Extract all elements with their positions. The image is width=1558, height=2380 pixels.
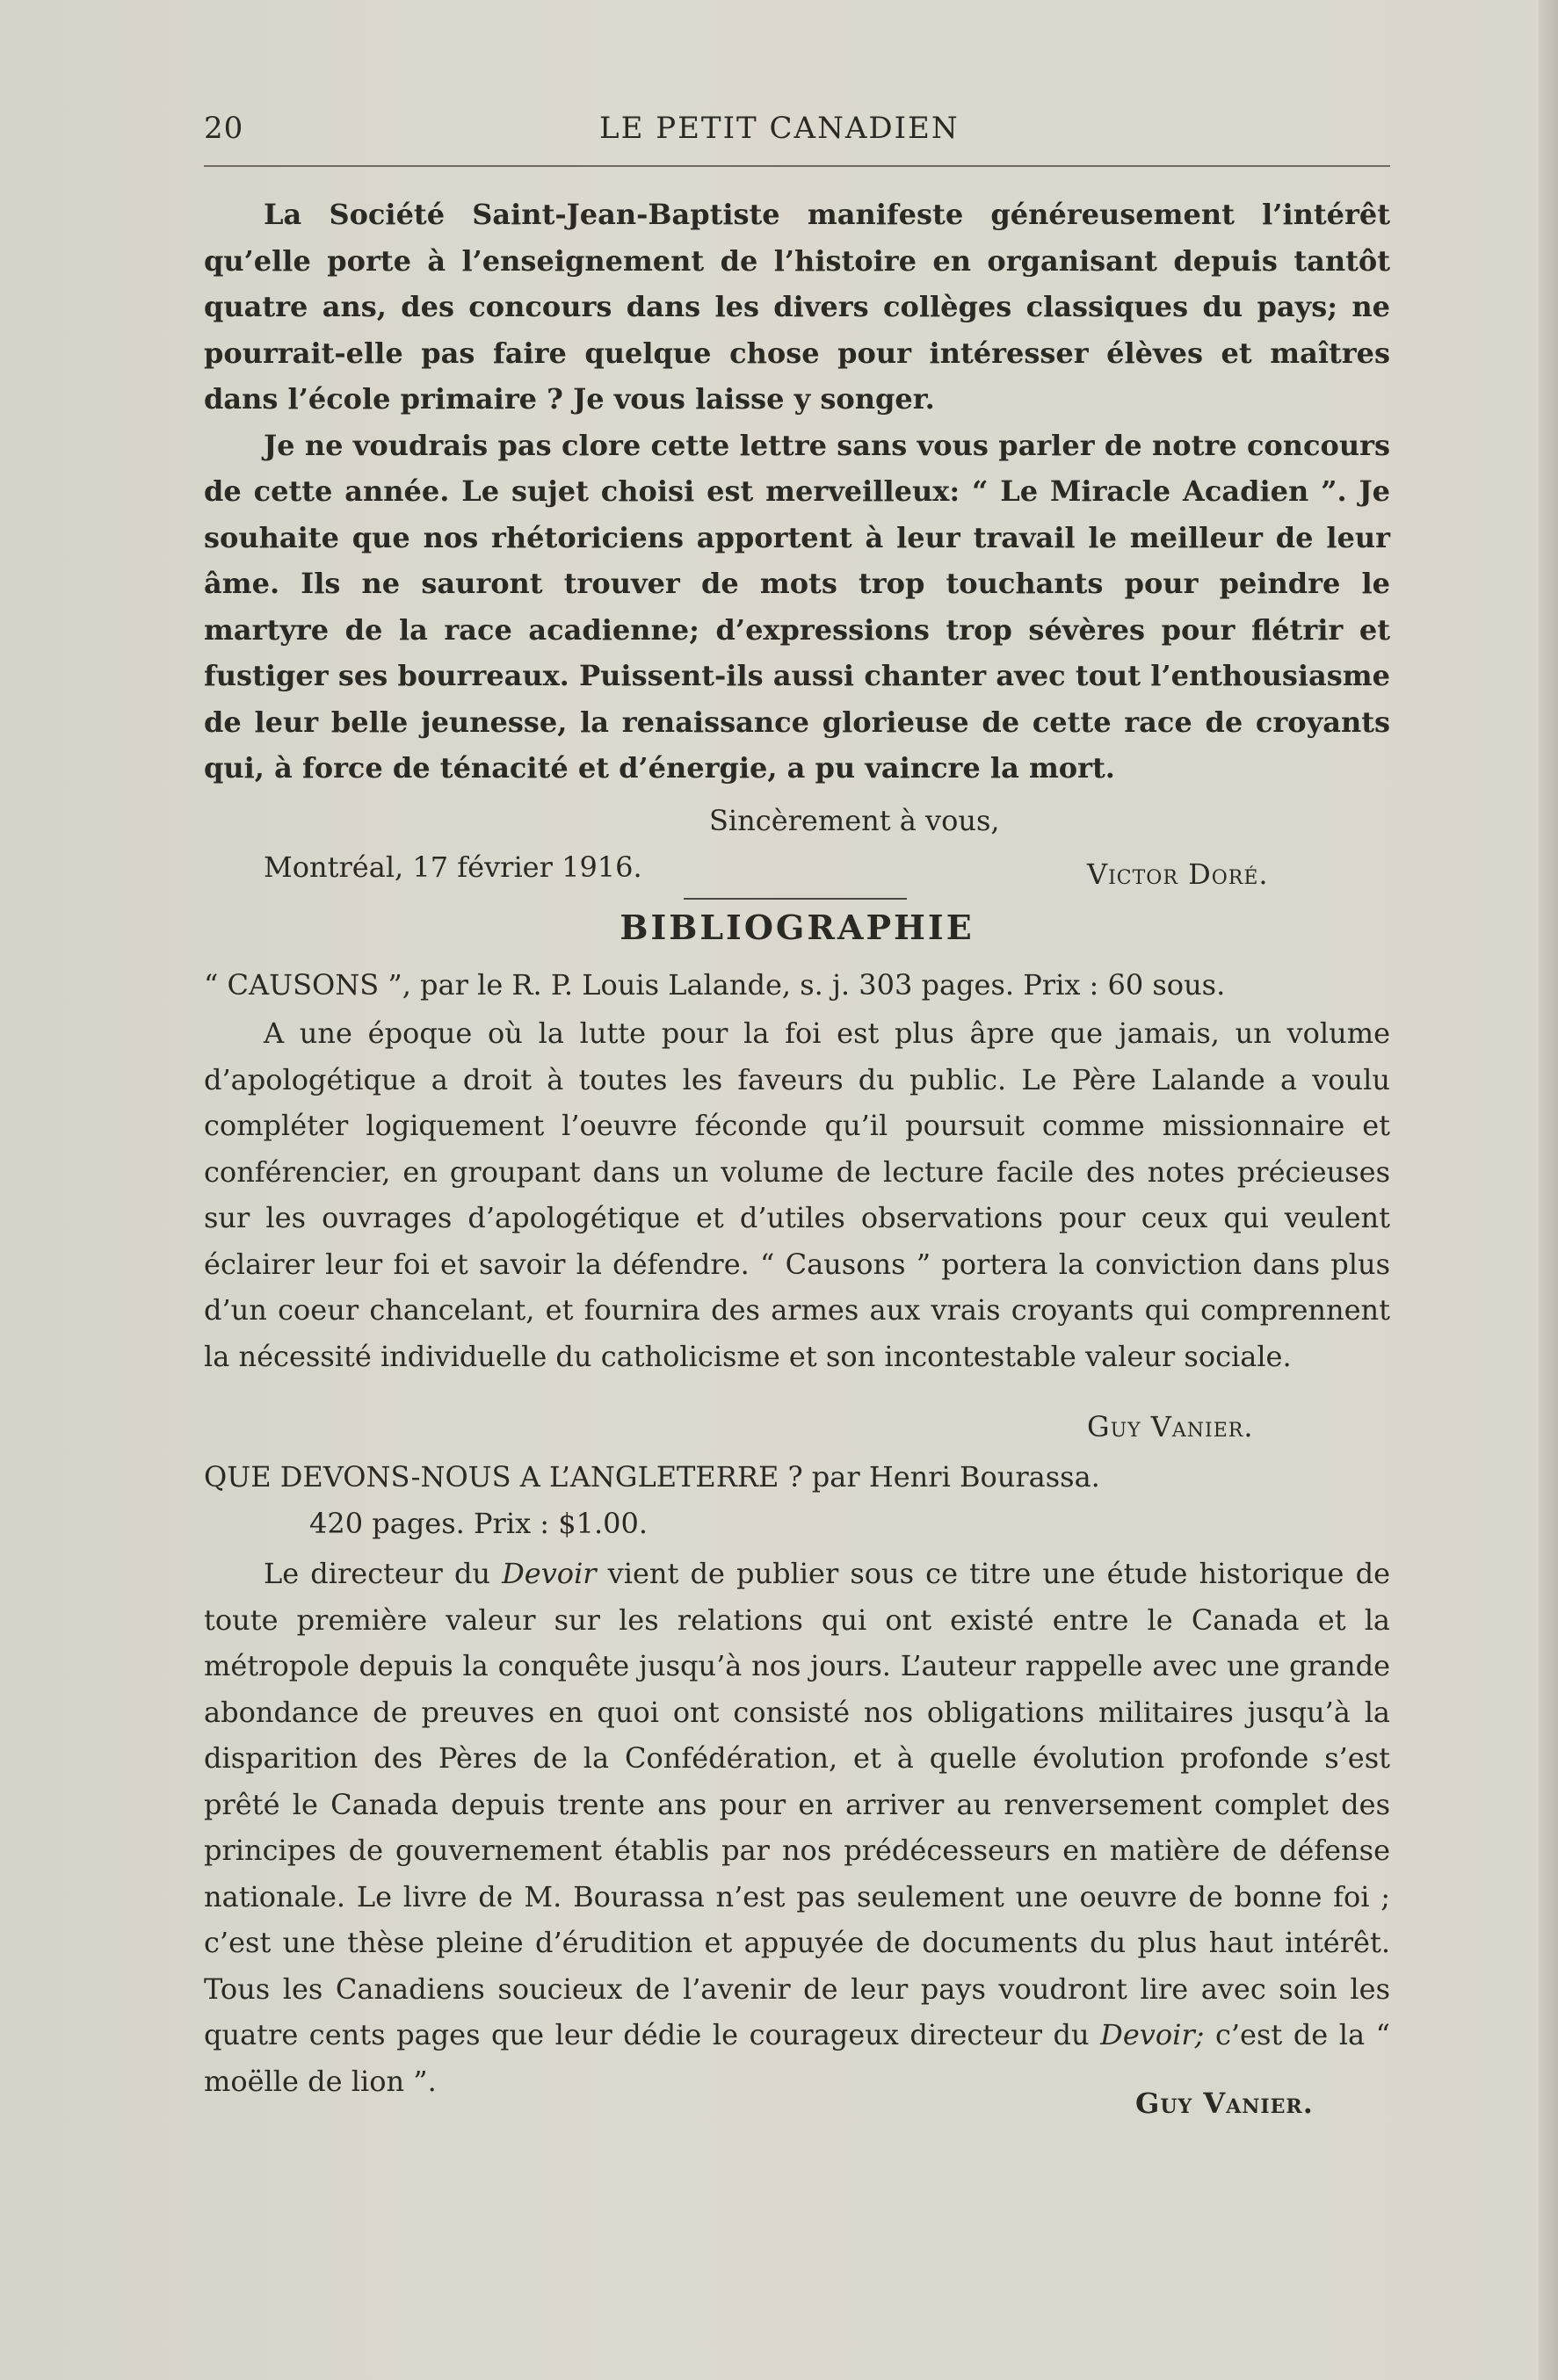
closing-row	[204, 804, 1390, 850]
letter-paragraph-1: La Société Saint-Jean-Baptiste manifeste généreusement l’intérêt qu’elle porte à l’enseignement de l’histoire en organisant depuis tantôt quatre ans, des concours dans les divers collèges classiques du pays; ne pourrait-elle pas faire quelque chose pour intéresser élèves et maîtres dans l’école primaire ? Je vous laisse y songer.	[204, 198, 1390, 416]
entry-2-devoir-end: Devoir;	[1100, 2018, 1205, 2051]
header-rule	[204, 165, 1390, 167]
entry-1-signature: Guy Vanier.	[1087, 1410, 1254, 1443]
closing-formula: Sincèrement à vous,	[709, 804, 1000, 837]
section-title: BIBLIOGRAPHIE	[620, 908, 975, 947]
page-edge	[1539, 0, 1558, 2380]
letter-body	[204, 192, 1390, 792]
entry-2-signature-row	[204, 2087, 1390, 2132]
entry-2-heading	[204, 1454, 1390, 1546]
entry-2-devoir: Devoir	[502, 1557, 597, 1590]
entry-2-signature: Guy Vanier.	[1135, 2087, 1314, 2120]
entry-2-heading-line-1: QUE DEVONS-NOUS A L’ANGLETERRE ? par Henri Bourassa.	[204, 1460, 1100, 1494]
letter-signature: Victor Doré.	[1087, 857, 1269, 891]
entry-1-paragraph: A une époque où la lutte pour la foi est plus âpre que jamais, un volume d’apologétique a droit à toutes les faveurs du public. Le Père Lalande a voulu compléter logiquement l’oeuvre féconde qu’il poursuit comme missionnaire et conférencier, en groupant dans un volume de lecture facile des notes précieuses sur les ouvrages d’apologétique et d’utiles observations pour ceux qui veulent éclairer leur foi et savoir la défendre. “ Causons ” portera la conviction dans plus d’un coeur chancelant, et fournira des armes aux vrais croyants qui comprennent la nécessité individuelle du catholicisme et son incontestable valeur sociale.	[204, 1016, 1390, 1373]
entry-2-text-main: vient de publier sous ce titre une étude historique de toute première valeur sur les relations qui ont existé entre le Canada et la métropole depuis la conquête jusqu’à nos jours. L’auteur rappelle avec une grande abondance de preuves en quoi ont consisté nos obligations militaires jusqu’à la disparition des Pères de la Confédération, et à quelle évolution profonde s’est prêté le Canada depuis trente ans pour en arriver au renversement complet des principes de gouvernement établis par nos prédécesseurs en matière de défense nationale. Le livre de M. Bourassa n’est pas seulement une oeuvre de bonne foi ; c’est une thèse pleine d’érudition et appuyée de documents du plus haut intérêt. Tous les Canadiens soucieux de l’avenir de leur pays voudront lire avec soin les quatre cents pages que leur dédie le courageux directeur du	[204, 1557, 1391, 2051]
page-number: 20	[204, 111, 244, 146]
entry-1-body	[204, 1010, 1390, 1379]
entry-2-text-start: Le directeur du	[264, 1557, 503, 1590]
entry-1-heading: “ CAUSONS ”, par le R. P. Louis Lalande, s. j. 303 pages. Prix : 60 sous.	[204, 968, 1226, 1002]
section-separator	[684, 898, 907, 900]
letter-paragraph-2: Je ne voudrais pas clore cette lettre sans vous parler de notre concours de cette année. Le sujet choisi est merveilleux: “ Le Miracle Acadien ”. Je souhaite que nos rhétoriciens apportent à leur travail le meilleur de leur âme. Ils ne sauront trouver de mots trop touchants pour peindre le martyre de la race acadienne; d’expressions trop sévères pour flétrir et fustiger ses bourreaux. Puissent-ils aussi chanter avec tout l’enthousiasme de leur belle jeunesse, la renaissance glorieuse de cette race de croyants qui, à force de ténacité et d’énergie, a pu vaincre la mort.	[204, 428, 1390, 785]
place-date: Montréal, 17 février 1916.	[264, 850, 642, 884]
entry-2-body	[204, 1551, 1390, 2104]
entry-2-heading-line-2: 420 pages. Prix : $1.00.	[309, 1506, 649, 1540]
running-header	[204, 104, 1390, 156]
date-signature-row	[204, 850, 1390, 896]
entry-2-paragraph	[204, 1551, 1390, 2104]
running-title: LE PETIT CANADIEN	[599, 111, 960, 146]
entry-2-text-end: c’est de la “ moëlle de lion ”.	[204, 2018, 1391, 2098]
entry-1-signature-row	[204, 1410, 1390, 1456]
